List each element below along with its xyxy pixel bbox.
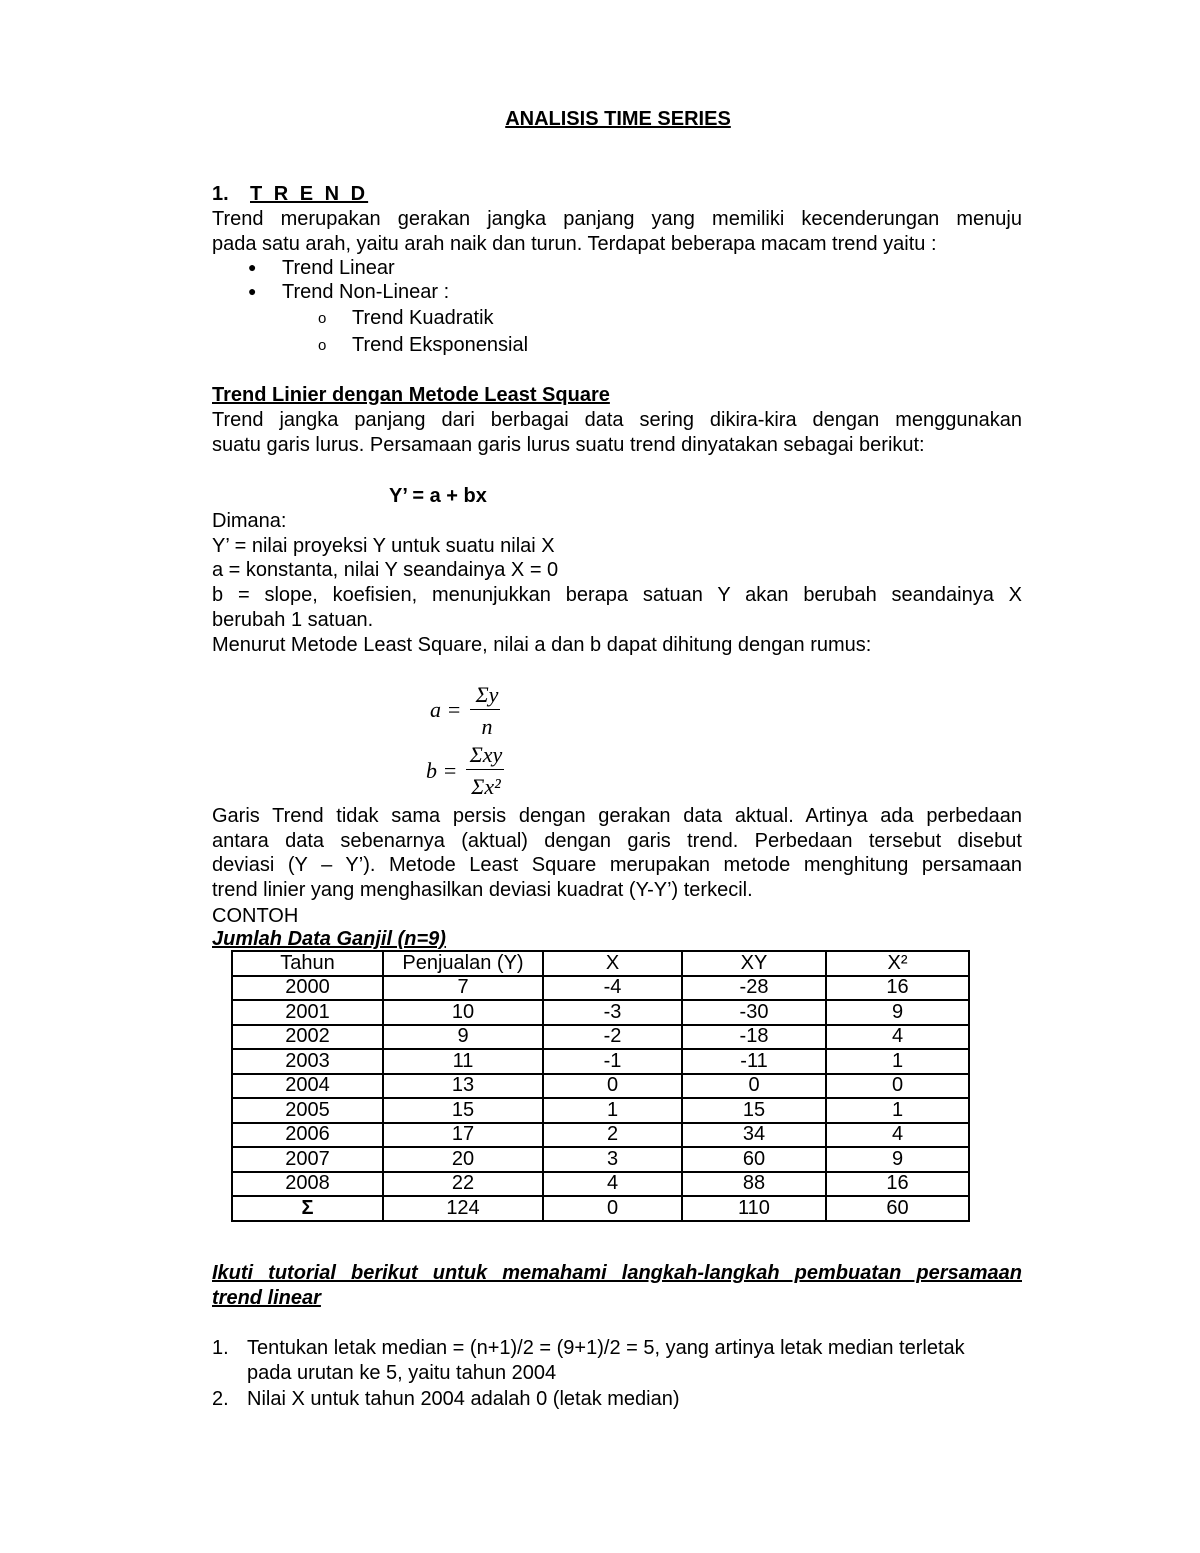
table-header-cell: X bbox=[543, 951, 682, 976]
definition-b-paragraph bbox=[212, 583, 1022, 632]
formula-intro: Menurut Metode Least Square, nilai a dan b dapat dihitung dengan rumus: bbox=[212, 634, 872, 656]
table-total-row bbox=[232, 1196, 969, 1221]
step-text-line: pada urutan ke 5, yaitu tahun 2004 bbox=[247, 1362, 557, 1384]
table-cell: -4 bbox=[543, 976, 682, 1001]
table-cell: 15 bbox=[383, 1098, 543, 1123]
bullet-dot-icon: ● bbox=[248, 283, 257, 299]
step-text-line: Tentukan letak median = (n+1)/2 = (9+1)/2 = 5, yang artinya letak median terletak bbox=[247, 1337, 965, 1359]
table-cell: 60 bbox=[682, 1147, 826, 1172]
formula-a-denominator: n bbox=[481, 714, 493, 739]
table-cell: 9 bbox=[383, 1025, 543, 1050]
table-cell: 0 bbox=[826, 1074, 969, 1099]
table-cell: 0 bbox=[543, 1074, 682, 1099]
table-cell: 2003 bbox=[232, 1049, 383, 1074]
bullet-item: Trend Non-Linear : bbox=[282, 281, 450, 303]
table-cell: 124 bbox=[383, 1196, 543, 1221]
sigma-total-cell: Σ bbox=[232, 1196, 383, 1221]
fraction-bar bbox=[470, 709, 500, 710]
table-row bbox=[232, 1074, 969, 1099]
table-cell: 1 bbox=[543, 1098, 682, 1123]
document-title: ANALISIS TIME SERIES bbox=[505, 108, 731, 130]
trend-intro-paragraph bbox=[212, 207, 1022, 256]
sub-bullet-item: Trend Eksponensial bbox=[352, 334, 529, 356]
definition-y-prime: Y’ = nilai proyeksi Y untuk suatu nilai X bbox=[212, 535, 555, 557]
table-cell: -28 bbox=[682, 976, 826, 1001]
explanation-paragraph bbox=[212, 804, 1022, 902]
where-label: Dimana: bbox=[212, 510, 287, 532]
text-line: deviasi (Y – Y’). Metode Least Square merupakan metode menghitung persamaan bbox=[212, 854, 1022, 876]
table-cell: 17 bbox=[383, 1123, 543, 1148]
table-cell: 2008 bbox=[232, 1172, 383, 1197]
table-cell: -11 bbox=[682, 1049, 826, 1074]
table-cell: -18 bbox=[682, 1025, 826, 1050]
table-cell: -1 bbox=[543, 1049, 682, 1074]
definition-a: a = konstanta, nilai Y seandainya X = 0 bbox=[212, 559, 559, 581]
text-line: b = slope, koefisien, menunjukkan berapa satuan Y akan berubah seandainya X bbox=[212, 584, 1022, 606]
step-number: 1. bbox=[212, 1337, 229, 1359]
table-header-cell: Tahun bbox=[232, 951, 383, 976]
table-cell: 110 bbox=[682, 1196, 826, 1221]
trend-linear-intro-paragraph bbox=[212, 408, 1022, 457]
subsection-heading: Trend Linier dengan Metode Least Square bbox=[212, 384, 610, 406]
section-heading: T R E N D bbox=[250, 183, 369, 205]
text-line: Garis Trend tidak sama persis dengan gerakan data aktual. Artinya ada perbedaan bbox=[212, 805, 1022, 827]
table-cell: 1 bbox=[826, 1049, 969, 1074]
table-cell: 16 bbox=[826, 976, 969, 1001]
text-line: trend linier yang menghasilkan deviasi kuadrat (Y-Y’) terkecil. bbox=[212, 878, 753, 901]
formula-a-lhs: a = bbox=[430, 697, 462, 722]
table-cell: 4 bbox=[826, 1123, 969, 1148]
table-cell: 2007 bbox=[232, 1147, 383, 1172]
formula-a-numerator: Σy bbox=[475, 682, 499, 707]
text-line: Trend jangka panjang dari berbagai data sering dikira-kira dengan menggunakan bbox=[212, 409, 1022, 431]
table-cell: 11 bbox=[383, 1049, 543, 1074]
table-header-row bbox=[232, 951, 969, 976]
table-cell: -3 bbox=[543, 1000, 682, 1025]
text-line: Trend merupakan gerakan jangka panjang yang memiliki kecenderungan menuju bbox=[212, 208, 1022, 230]
table-row bbox=[232, 1172, 969, 1197]
text-line: berubah 1 satuan. bbox=[212, 608, 374, 631]
formula-b-numerator: Σxy bbox=[469, 742, 503, 767]
table-row bbox=[232, 1025, 969, 1050]
table-cell: 0 bbox=[543, 1196, 682, 1221]
text-line: Ikuti tutorial berikut untuk memahami langkah-langkah pembuatan persamaan bbox=[212, 1262, 1022, 1284]
table-row bbox=[232, 1098, 969, 1123]
table-row bbox=[232, 976, 969, 1001]
tutorial-heading bbox=[212, 1261, 1022, 1310]
sub-bullet-circle-icon: o bbox=[318, 337, 327, 354]
table-cell: 9 bbox=[826, 1000, 969, 1025]
sub-bullet-item: Trend Kuadratik bbox=[352, 307, 494, 329]
sub-bullet-circle-icon: o bbox=[318, 310, 327, 327]
table-header-cell: Penjualan (Y) bbox=[383, 951, 543, 976]
table-cell: 13 bbox=[383, 1074, 543, 1099]
table-cell: 20 bbox=[383, 1147, 543, 1172]
table-cell: 10 bbox=[383, 1000, 543, 1025]
table-cell: 22 bbox=[383, 1172, 543, 1197]
table-cell: 7 bbox=[383, 976, 543, 1001]
table-cell: 15 bbox=[682, 1098, 826, 1123]
table-cell: 2002 bbox=[232, 1025, 383, 1050]
bullet-dot-icon: ● bbox=[248, 259, 257, 275]
table-row bbox=[232, 1123, 969, 1148]
table-cell: 2004 bbox=[232, 1074, 383, 1099]
section-number: 1. bbox=[212, 183, 229, 205]
table-cell: -30 bbox=[682, 1000, 826, 1025]
text-line: suatu garis lurus. Persamaan garis lurus suatu trend dinyatakan sebagai berikut: bbox=[212, 433, 925, 456]
data-table bbox=[231, 950, 970, 1222]
table-cell: 0 bbox=[682, 1074, 826, 1099]
table-cell: 2 bbox=[543, 1123, 682, 1148]
trend-equation: Y’ = a + bx bbox=[389, 485, 487, 507]
table-row bbox=[232, 1049, 969, 1074]
table-row bbox=[232, 1000, 969, 1025]
table-cell: 2005 bbox=[232, 1098, 383, 1123]
bullet-item: Trend Linear bbox=[282, 257, 395, 279]
table-cell: 60 bbox=[826, 1196, 969, 1221]
text-line: trend linear bbox=[212, 1286, 321, 1309]
formula-b-denominator: Σx² bbox=[471, 774, 501, 799]
formula-b-lhs: b = bbox=[426, 758, 458, 783]
table-cell: 4 bbox=[543, 1172, 682, 1197]
table-cell: 16 bbox=[826, 1172, 969, 1197]
table-header-cell: XY bbox=[682, 951, 826, 976]
table-cell: 88 bbox=[682, 1172, 826, 1197]
table-cell: 2006 bbox=[232, 1123, 383, 1148]
table-cell: 4 bbox=[826, 1025, 969, 1050]
fraction-bar bbox=[466, 769, 504, 770]
step-text-line: Nilai X untuk tahun 2004 adalah 0 (letak median) bbox=[247, 1388, 680, 1410]
text-line: pada satu arah, yaitu arah naik dan turun. Terdapat beberapa macam trend yaitu : bbox=[212, 232, 937, 255]
table-cell: -2 bbox=[543, 1025, 682, 1050]
table-cell: 1 bbox=[826, 1098, 969, 1123]
table-row bbox=[232, 1147, 969, 1172]
example-label: CONTOH bbox=[212, 905, 299, 927]
table-cell: 2000 bbox=[232, 976, 383, 1001]
step-number: 2. bbox=[212, 1388, 229, 1410]
table-cell: 9 bbox=[826, 1147, 969, 1172]
table-cell: 3 bbox=[543, 1147, 682, 1172]
table-header-cell: X² bbox=[826, 951, 969, 976]
table-cell: 2001 bbox=[232, 1000, 383, 1025]
text-line: antara data sebenarnya (aktual) dengan garis trend. Perbedaan tersebut disebut bbox=[212, 829, 1022, 852]
example-heading: Jumlah Data Ganjil (n=9) bbox=[212, 928, 446, 950]
table-cell: 34 bbox=[682, 1123, 826, 1148]
